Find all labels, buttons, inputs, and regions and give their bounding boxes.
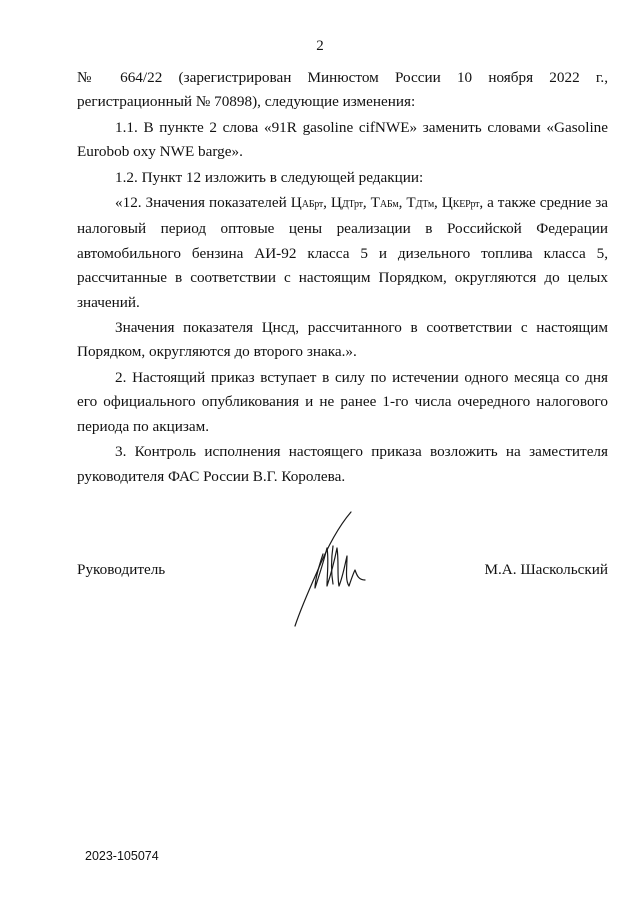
subscript-kerrt: КЕРрт xyxy=(452,199,480,211)
signer-title: Руководитель xyxy=(77,561,166,578)
p4-text: , Ц xyxy=(323,194,342,212)
paragraph-item-3: 3. Контроль исполнения настоящего приказа возложить на заместителя руководителя ФАС России В.Г. Королева. xyxy=(77,443,608,485)
page-number: 2 xyxy=(316,38,324,54)
subscript-abrt: АБрт xyxy=(301,199,324,211)
paragraph-item-12 xyxy=(77,191,608,315)
p4-text-end: , а также средние за налоговый период оптовые цены реализации в Российской Федерации автомобильного бензина АИ-92 класса 5 и дизельного топлива класса 5, рассчитанные в соответствии с настоящим Порядком, округляются до целых значений. xyxy=(77,194,609,311)
paragraph-cnsd-values: Значения показателя Цнсд, рассчитанного в соответствии с настоящим Порядком, округляются до второго знака.». xyxy=(77,319,608,361)
p4-text: , Ц xyxy=(434,194,453,212)
handwritten-signature xyxy=(287,508,367,628)
subscript-dtm: ДТм xyxy=(415,199,435,211)
paragraph-item-1-1: 1.1. В пункте 2 слова «91R gasoline cifNWE» заменить словами «Gasoline Eurobob oxy NWE barge». xyxy=(77,118,608,161)
paragraph-item-1-2: 1.2. Пункт 12 изложить в следующей редакции: xyxy=(115,168,424,186)
paragraph-item-2: 2. Настоящий приказ вступает в силу по истечении одного месяца со дня его официального опубликования и не ранее 1-го числа очередного налогового периода по акцизам. xyxy=(77,368,608,435)
p4-text: , Т xyxy=(398,194,416,212)
document-body xyxy=(77,66,608,489)
p4-text: , Т xyxy=(362,194,380,212)
signer-name: М.А. Шаскольский xyxy=(484,561,608,578)
subscript-dtrt: ДТрт xyxy=(341,199,363,211)
p4-text-start: «12. Значения показателей Ц xyxy=(115,194,302,212)
document-registration-number: 2023-105074 xyxy=(85,849,159,863)
subscript-abm: АБм xyxy=(379,199,399,211)
paragraph-order-reference: № 664/22 (зарегистрирован Минюстом России 10 ноября 2022 г., регистрационный № 70898), следующие изменения: xyxy=(77,69,608,111)
